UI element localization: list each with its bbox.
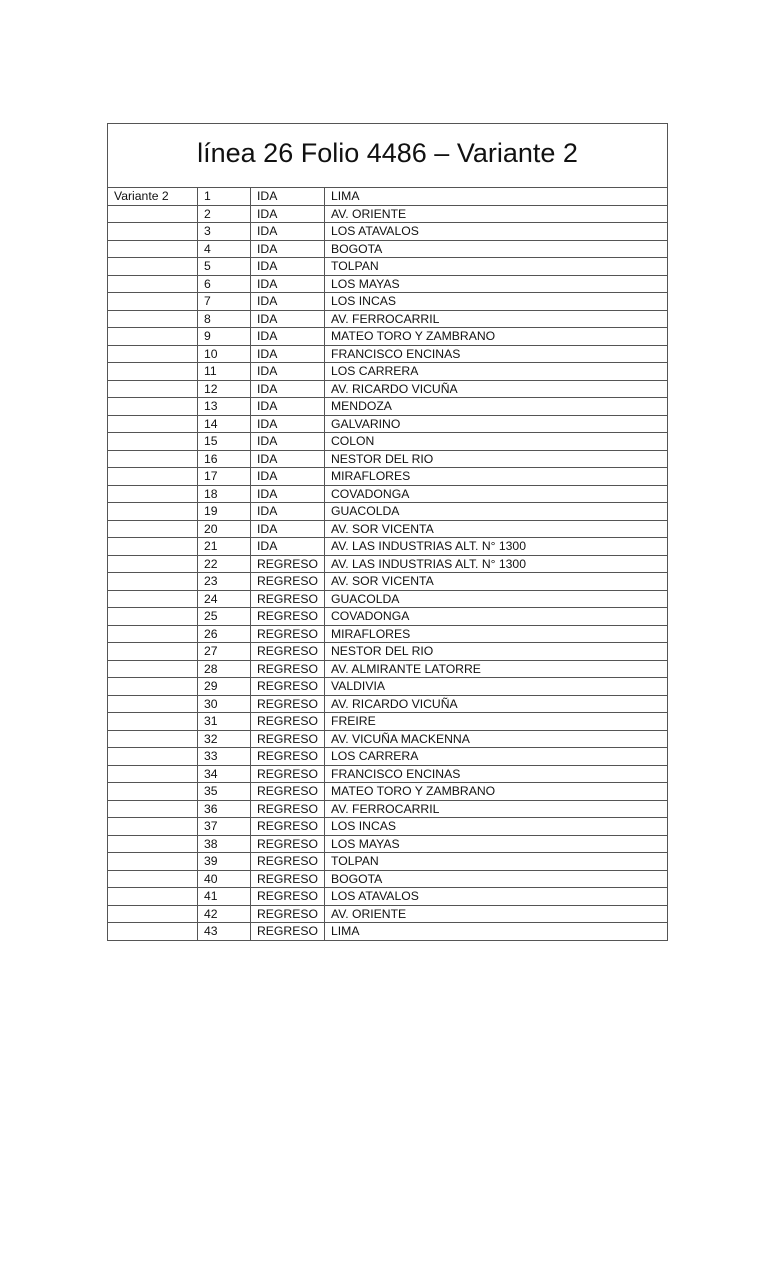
variant-cell [108,853,198,871]
direction-cell: IDA [251,433,325,451]
variant-cell [108,293,198,311]
stop-number-cell: 23 [198,573,251,591]
direction-cell: REGRESO [251,765,325,783]
stop-number-cell: 11 [198,363,251,381]
variant-cell [108,590,198,608]
table-row [108,853,668,871]
stop-number-cell: 5 [198,258,251,276]
stop-number-cell: 19 [198,503,251,521]
direction-cell: IDA [251,450,325,468]
direction-cell: IDA [251,258,325,276]
table-row [108,573,668,591]
direction-cell: IDA [251,223,325,241]
direction-cell: REGRESO [251,590,325,608]
street-cell: NESTOR DEL RIO [325,643,668,661]
variant-cell [108,870,198,888]
direction-cell: REGRESO [251,608,325,626]
stop-number-cell: 31 [198,713,251,731]
variant-cell [108,730,198,748]
direction-cell: REGRESO [251,835,325,853]
table-row [108,205,668,223]
direction-cell: IDA [251,485,325,503]
variant-cell [108,538,198,556]
variant-cell [108,520,198,538]
variant-cell [108,433,198,451]
street-cell: AV. FERROCARRIL [325,800,668,818]
table-row [108,800,668,818]
direction-cell: IDA [251,205,325,223]
direction-cell: REGRESO [251,888,325,906]
direction-cell: REGRESO [251,625,325,643]
direction-cell: IDA [251,188,325,206]
variant-cell [108,415,198,433]
table-row [108,538,668,556]
table-row [108,660,668,678]
variant-cell [108,503,198,521]
street-cell: MENDOZA [325,398,668,416]
table-row [108,363,668,381]
street-cell: LIMA [325,188,668,206]
table-row [108,415,668,433]
variant-cell [108,800,198,818]
street-cell: AV. ORIENTE [325,205,668,223]
variant-cell [108,643,198,661]
direction-cell: REGRESO [251,573,325,591]
table-row [108,345,668,363]
direction-cell: REGRESO [251,643,325,661]
stop-number-cell: 24 [198,590,251,608]
direction-cell: IDA [251,293,325,311]
table-row [108,433,668,451]
table-row [108,485,668,503]
stop-number-cell: 8 [198,310,251,328]
direction-cell: REGRESO [251,870,325,888]
stop-number-cell: 15 [198,433,251,451]
stop-number-cell: 21 [198,538,251,556]
direction-cell: REGRESO [251,678,325,696]
stop-number-cell: 33 [198,748,251,766]
street-cell: MIRAFLORES [325,625,668,643]
variant-cell [108,485,198,503]
stop-number-cell: 28 [198,660,251,678]
variant-cell [108,275,198,293]
direction-cell: IDA [251,240,325,258]
direction-cell: IDA [251,468,325,486]
table-row [108,695,668,713]
variant-cell [108,625,198,643]
street-cell: LIMA [325,923,668,941]
stop-number-cell: 12 [198,380,251,398]
stop-number-cell: 30 [198,695,251,713]
street-cell: AV. RICARDO VICUÑA [325,380,668,398]
stop-number-cell: 7 [198,293,251,311]
street-cell: AV. LAS INDUSTRIAS ALT. N° 1300 [325,538,668,556]
stop-number-cell: 1 [198,188,251,206]
direction-cell: REGRESO [251,783,325,801]
variant-cell [108,258,198,276]
variant-cell [108,555,198,573]
street-cell: LOS MAYAS [325,835,668,853]
variant-cell: Variante 2 [108,188,198,206]
direction-cell: REGRESO [251,748,325,766]
stop-number-cell: 36 [198,800,251,818]
street-cell: AV. SOR VICENTA [325,520,668,538]
variant-cell [108,310,198,328]
direction-cell: REGRESO [251,555,325,573]
table-row [108,923,668,941]
route-table-body [108,124,668,941]
stop-number-cell: 39 [198,853,251,871]
street-cell: COLON [325,433,668,451]
variant-cell [108,835,198,853]
table-row [108,643,668,661]
street-cell: FREIRE [325,713,668,731]
street-cell: AV. RICARDO VICUÑA [325,695,668,713]
street-cell: GUACOLDA [325,503,668,521]
variant-cell [108,380,198,398]
variant-cell [108,905,198,923]
direction-cell: REGRESO [251,713,325,731]
direction-cell: REGRESO [251,695,325,713]
stop-number-cell: 41 [198,888,251,906]
stop-number-cell: 42 [198,905,251,923]
table-row [108,870,668,888]
document-page [107,123,667,941]
street-cell: GALVARINO [325,415,668,433]
street-cell: LOS ATAVALOS [325,888,668,906]
variant-cell [108,678,198,696]
table-row [108,223,668,241]
table-row [108,398,668,416]
variant-cell [108,573,198,591]
stop-number-cell: 4 [198,240,251,258]
street-cell: LOS CARRERA [325,363,668,381]
street-cell: VALDIVIA [325,678,668,696]
table-row [108,503,668,521]
street-cell: TOLPAN [325,853,668,871]
stop-number-cell: 40 [198,870,251,888]
direction-cell: REGRESO [251,660,325,678]
direction-cell: REGRESO [251,923,325,941]
street-cell: COVADONGA [325,608,668,626]
table-row [108,520,668,538]
street-cell: MIRAFLORES [325,468,668,486]
stop-number-cell: 10 [198,345,251,363]
table-row [108,450,668,468]
stop-number-cell: 14 [198,415,251,433]
table-row [108,468,668,486]
table-row [108,765,668,783]
variant-cell [108,205,198,223]
stop-number-cell: 2 [198,205,251,223]
stop-number-cell: 34 [198,765,251,783]
direction-cell: IDA [251,415,325,433]
stop-number-cell: 37 [198,818,251,836]
variant-cell [108,240,198,258]
stop-number-cell: 22 [198,555,251,573]
variant-cell [108,818,198,836]
stop-number-cell: 43 [198,923,251,941]
street-cell: BOGOTA [325,870,668,888]
stop-number-cell: 3 [198,223,251,241]
street-cell: GUACOLDA [325,590,668,608]
street-cell: AV. FERROCARRIL [325,310,668,328]
table-row [108,625,668,643]
variant-cell [108,345,198,363]
direction-cell: IDA [251,310,325,328]
variant-cell [108,450,198,468]
document-title: línea 26 Folio 4486 – Variante 2 [108,124,668,188]
street-cell: TOLPAN [325,258,668,276]
stop-number-cell: 16 [198,450,251,468]
table-row [108,240,668,258]
stop-number-cell: 32 [198,730,251,748]
direction-cell: REGRESO [251,853,325,871]
variant-cell [108,713,198,731]
table-row [108,275,668,293]
stop-number-cell: 35 [198,783,251,801]
direction-cell: IDA [251,398,325,416]
variant-cell [108,608,198,626]
table-row [108,905,668,923]
stop-number-cell: 29 [198,678,251,696]
table-row [108,748,668,766]
direction-cell: REGRESO [251,818,325,836]
street-cell: AV. VICUÑA MACKENNA [325,730,668,748]
direction-cell: IDA [251,345,325,363]
stop-number-cell: 20 [198,520,251,538]
variant-cell [108,660,198,678]
variant-cell [108,398,198,416]
street-cell: AV. SOR VICENTA [325,573,668,591]
table-row [108,678,668,696]
table-row [108,888,668,906]
street-cell: AV. ALMIRANTE LATORRE [325,660,668,678]
direction-cell: IDA [251,538,325,556]
variant-cell [108,695,198,713]
title-row [108,124,668,188]
street-cell: LOS INCAS [325,818,668,836]
variant-cell [108,468,198,486]
stop-number-cell: 27 [198,643,251,661]
table-row [108,555,668,573]
table-row [108,293,668,311]
stop-number-cell: 6 [198,275,251,293]
stop-number-cell: 9 [198,328,251,346]
street-cell: LOS MAYAS [325,275,668,293]
street-cell: AV. ORIENTE [325,905,668,923]
street-cell: NESTOR DEL RIO [325,450,668,468]
table-row [108,328,668,346]
table-row [108,188,668,206]
variant-cell [108,888,198,906]
street-cell: BOGOTA [325,240,668,258]
direction-cell: REGRESO [251,905,325,923]
stop-number-cell: 17 [198,468,251,486]
street-cell: MATEO TORO Y ZAMBRANO [325,783,668,801]
table-row [108,713,668,731]
variant-cell [108,328,198,346]
direction-cell: REGRESO [251,730,325,748]
table-row [108,608,668,626]
stop-number-cell: 26 [198,625,251,643]
street-cell: FRANCISCO ENCINAS [325,765,668,783]
street-cell: FRANCISCO ENCINAS [325,345,668,363]
direction-cell: IDA [251,520,325,538]
table-row [108,818,668,836]
street-cell: AV. LAS INDUSTRIAS ALT. N° 1300 [325,555,668,573]
table-row [108,258,668,276]
street-cell: LOS CARRERA [325,748,668,766]
variant-cell [108,363,198,381]
table-row [108,783,668,801]
direction-cell: IDA [251,328,325,346]
table-row [108,380,668,398]
variant-cell [108,783,198,801]
table-row [108,730,668,748]
variant-cell [108,923,198,941]
street-cell: MATEO TORO Y ZAMBRANO [325,328,668,346]
direction-cell: REGRESO [251,800,325,818]
variant-cell [108,748,198,766]
table-row [108,310,668,328]
direction-cell: IDA [251,503,325,521]
direction-cell: IDA [251,380,325,398]
direction-cell: IDA [251,275,325,293]
table-row [108,590,668,608]
table-row [108,835,668,853]
stop-number-cell: 38 [198,835,251,853]
stop-number-cell: 25 [198,608,251,626]
route-table [107,123,668,941]
stop-number-cell: 13 [198,398,251,416]
street-cell: LOS ATAVALOS [325,223,668,241]
street-cell: COVADONGA [325,485,668,503]
street-cell: LOS INCAS [325,293,668,311]
variant-cell [108,765,198,783]
direction-cell: IDA [251,363,325,381]
variant-cell [108,223,198,241]
stop-number-cell: 18 [198,485,251,503]
